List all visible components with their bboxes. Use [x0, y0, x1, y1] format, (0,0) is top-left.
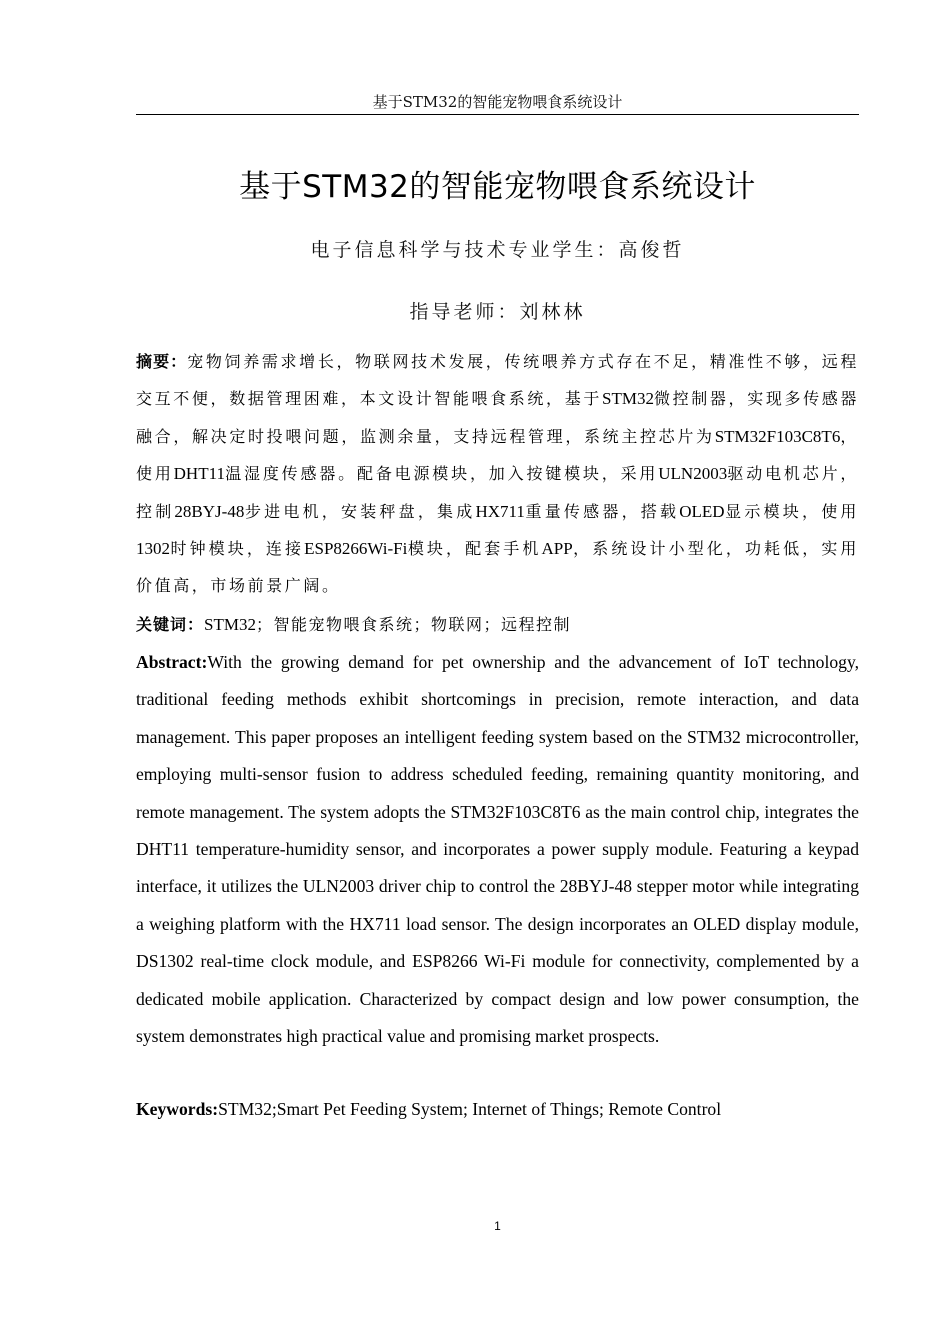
cn-abstract-term: APP	[541, 539, 573, 559]
cn-abstract-seg: 宠物饲养需求增长，物联网技术发展，传统喂养方式存在不足，精准性不够，远程交互不便，数据管理困难，本文设计智能喂食系统，基于	[136, 352, 859, 409]
cn-abstract-seg: 驱动电机芯片，控制	[136, 464, 859, 521]
cn-abstract-term: ESP8266Wi-Fi	[304, 539, 408, 559]
cn-abstract-seg: 时钟模块，连接	[170, 539, 305, 559]
chinese-abstract	[136, 343, 859, 605]
cn-abstract-seg: 重量传感器，搭载	[524, 501, 680, 521]
english-abstract-text: With the growing demand for pet ownership and the advancement of IoT technology, traditional feeding methods exhibit shortcomings in precision, remote interaction, and data management. This paper proposes an intelligent feeding system based on the STM32 microcontroller, employing multi-sensor fusion to address scheduled feeding, remaining quantity monitoring, and remote management. The system adopts the STM32F103C8T6 as the main control chip, integrates the DHT11 temperature-humidity sensor, and incorporates a power supply module. Featuring a keypad interface, it utilizes the ULN2003 driver chip to control the 28BYJ-48 stepper motor while integrating a weighing platform with the HX711 load sensor. The design incorporates an OLED display module, DS1302 real-time clock module, and ESP8266 Wi-Fi module for connectivity, complemented by a dedicated mobile application. Characterized by compact design and low power consumption, the system demonstrates high practical value and promising market prospects.	[136, 652, 859, 1047]
running-header: 基于STM32的智能宠物喂食系统设计	[372, 93, 623, 111]
cn-abstract-seg: ，系统设计小型化，功耗低，实用价值高，市场前景广阔。	[136, 539, 860, 596]
english-abstract	[136, 644, 859, 1055]
cn-abstract-term: HX711	[475, 501, 525, 521]
english-keywords	[136, 1091, 859, 1128]
cn-abstract-term: STM32F103C8T6	[714, 426, 841, 446]
chinese-keywords-label: 关键词：	[136, 615, 205, 634]
page-number: 1	[494, 1219, 501, 1233]
cn-abstract-term: OLED	[679, 501, 725, 521]
paper-title: 基于STM32的智能宠物喂食系统设计	[239, 169, 756, 205]
cn-abstract-term: 28BYJ-48	[174, 501, 245, 521]
chinese-keyword-first: STM32	[204, 615, 256, 634]
cn-abstract-term: STM32	[601, 389, 654, 409]
chinese-abstract-label: 摘要：	[136, 352, 188, 371]
cn-abstract-seg: 温湿度传感器。配备电源模块，加入按键模块，采用	[224, 464, 659, 484]
chinese-keywords-rest: ；智能宠物喂食系统；物联网；远程控制	[255, 615, 571, 634]
cn-abstract-seg: 步进电机，安装秤盘，集成	[244, 501, 476, 521]
english-keywords-label: Keywords:	[136, 1099, 219, 1119]
cn-abstract-term: DHT11	[173, 464, 225, 484]
author-line: 电子信息科学与技术专业学生：高俊哲	[310, 239, 685, 261]
chinese-keywords	[136, 606, 859, 643]
cn-abstract-seg: 显示模块，使用	[724, 501, 860, 521]
advisor-line: 指导老师：刘林林	[409, 301, 586, 323]
cn-abstract-seg: 微控制器，实现多传感器融合，解决定时投喂问题，监测余量，支持远程管理，系统主控芯片为	[136, 389, 859, 446]
english-keywords-text: STM32;Smart Pet Feeding System; Internet of Things; Remote Control	[218, 1099, 722, 1119]
cn-abstract-seg: ，使用	[136, 426, 859, 484]
header-rule	[136, 114, 859, 115]
english-abstract-label: Abstract:	[136, 652, 208, 672]
cn-abstract-term: 1302	[136, 539, 170, 559]
cn-abstract-seg: 模块，配套手机	[407, 539, 542, 559]
cn-abstract-term: ULN2003	[658, 464, 728, 484]
